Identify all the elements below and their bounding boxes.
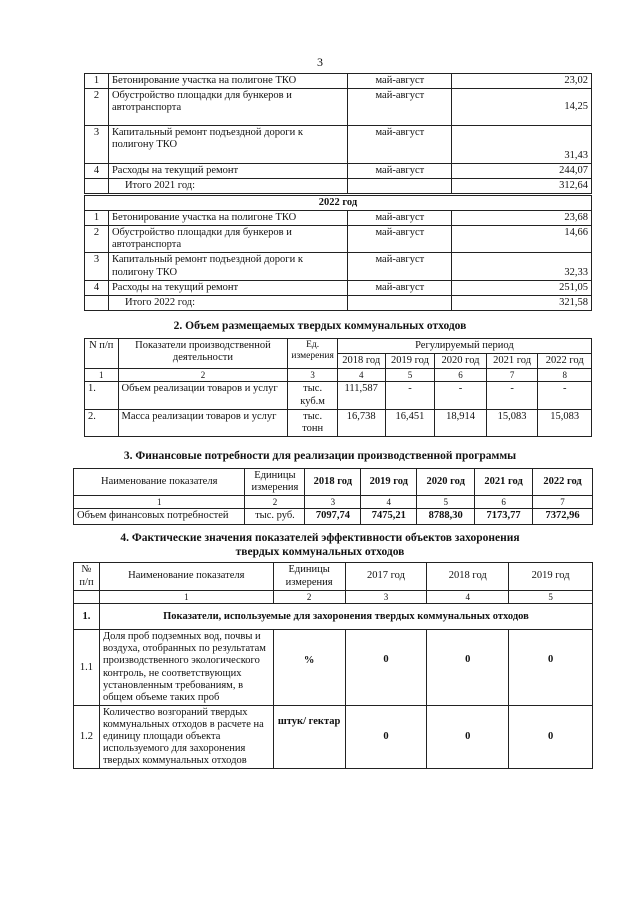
row-number: 1. xyxy=(85,382,119,409)
col-header-year: 2018 год xyxy=(427,563,509,591)
col-header-n: № п/п xyxy=(74,563,100,591)
work-period: май-август xyxy=(348,211,452,226)
work-name: Бетонирование участка на полигоне ТКО xyxy=(108,74,348,89)
total-row xyxy=(85,179,592,195)
column-number: 2 xyxy=(245,496,305,509)
column-number: 7 xyxy=(533,496,593,509)
table-row xyxy=(85,409,592,436)
section-3-title: 3. Финансовые потребности для реализации производственной программы xyxy=(123,450,517,462)
row-number: 2 xyxy=(85,226,109,253)
col-header-year: 2020 год xyxy=(417,469,475,496)
indicator-name: Объем финансовых потребностей xyxy=(74,509,245,524)
table-row xyxy=(85,164,592,179)
group-number: 1. xyxy=(74,604,100,630)
column-number: 8 xyxy=(538,369,592,382)
unit: штук/ гектар xyxy=(273,705,345,768)
group-title: Показатели, используемые для захоронения твердых коммунальных отходов xyxy=(99,604,592,630)
table-row xyxy=(85,211,592,226)
value-cell: 15,083 xyxy=(538,409,592,436)
column-number: 5 xyxy=(417,496,475,509)
row-number: 2. xyxy=(85,409,119,436)
total-label: Итого 2022 год: xyxy=(108,295,348,310)
col-header-year: 2021 год xyxy=(486,354,538,369)
column-number: 4 xyxy=(427,591,509,604)
work-cost: 31,43 xyxy=(452,126,592,164)
waste-volume-table xyxy=(84,338,592,437)
col-header-unit: Ед. измерения xyxy=(288,339,337,369)
column-number: 1 xyxy=(99,591,273,604)
value-cell: 7173,77 xyxy=(475,509,533,524)
work-period: май-август xyxy=(348,74,452,89)
work-period: май-август xyxy=(348,164,452,179)
work-name: Бетонирование участка на полигоне ТКО xyxy=(108,211,348,226)
column-number-row xyxy=(85,369,592,382)
total-value: 321,58 xyxy=(452,295,592,310)
value-cell: 15,083 xyxy=(486,409,538,436)
col-header-year: 2022 год xyxy=(538,354,592,369)
column-number: 1 xyxy=(85,369,119,382)
table-row xyxy=(85,280,592,295)
total-value: 312,64 xyxy=(452,179,592,195)
work-period: май-август xyxy=(348,226,452,253)
total-label: Итого 2021 год: xyxy=(108,179,348,195)
indicator-name: Объем реализации товаров и услуг xyxy=(118,382,288,409)
value-cell: 7475,21 xyxy=(361,509,417,524)
table-row xyxy=(85,89,592,126)
value-cell: - xyxy=(538,382,592,409)
col-header-year: 2019 год xyxy=(509,563,593,591)
work-cost: 32,33 xyxy=(452,253,592,280)
value-cell: 0 xyxy=(427,705,509,768)
row-number: 1.2 xyxy=(74,705,100,768)
row-number: 4 xyxy=(85,280,109,295)
indicator-name: Количество возгораний твердых коммунальных отходов в расчете на единицу площади объекта используемого для захоронения твердых коммунальных отходов xyxy=(99,705,273,768)
column-number: 5 xyxy=(509,591,593,604)
table-row xyxy=(85,126,592,164)
work-name: Обустройство площадки для бункеров и автотранспорта xyxy=(108,226,348,253)
column-number-row xyxy=(74,591,593,604)
table-row xyxy=(74,630,593,705)
table-header-row xyxy=(74,469,593,496)
column-number: 3 xyxy=(345,591,427,604)
table-row xyxy=(85,382,592,409)
work-period: май-август xyxy=(348,126,452,164)
table-row xyxy=(74,509,593,524)
column-number-row xyxy=(74,496,593,509)
col-header-year: 2018 год xyxy=(305,469,361,496)
value-cell: 16,738 xyxy=(337,409,385,436)
section-2-title: 2. Объем размещаемых твердых коммунальных отходов xyxy=(173,320,467,332)
value-cell: 111,587 xyxy=(337,382,385,409)
col-header-period: Регулируемый период xyxy=(337,339,591,354)
indicator-name: Доля проб подземных вод, почвы и воздуха, отобранных по результатам производственного экологического контроль, не соответствующих установленным требованиям, в общем объеме таких проб xyxy=(99,630,273,705)
column-number: 7 xyxy=(486,369,538,382)
table-header-row xyxy=(74,563,593,591)
work-period: май-август xyxy=(348,89,452,126)
column-number: 1 xyxy=(74,496,245,509)
table-row xyxy=(74,705,593,768)
table-row xyxy=(85,226,592,253)
col-header-year: 2017 год xyxy=(345,563,427,591)
financial-needs-table xyxy=(73,468,593,525)
work-cost: 14,25 xyxy=(452,89,592,126)
row-number: 4 xyxy=(85,164,109,179)
work-cost: 251,05 xyxy=(452,280,592,295)
value-cell: 0 xyxy=(509,630,593,705)
col-header-name: Наименование показателя xyxy=(74,469,245,496)
col-header-year: 2019 год xyxy=(361,469,417,496)
column-number: 4 xyxy=(361,496,417,509)
section-4-title: 4. Фактические значения показателей эффективности объектов захоронения твердых коммунальных отходов xyxy=(120,532,520,558)
row-number: 2 xyxy=(85,89,109,126)
column-number: 6 xyxy=(435,369,487,382)
column-number: 3 xyxy=(288,369,337,382)
works-table xyxy=(84,73,592,311)
table-row xyxy=(85,253,592,280)
col-header-unit: Единицы измерения xyxy=(273,563,345,591)
col-header-year: 2020 год xyxy=(435,354,487,369)
column-number: 6 xyxy=(475,496,533,509)
work-cost: 23,02 xyxy=(452,74,592,89)
work-name: Расходы на текущий ремонт xyxy=(108,280,348,295)
value-cell: 18,914 xyxy=(435,409,487,436)
col-header-year: 2022 год xyxy=(533,469,593,496)
table-row xyxy=(85,74,592,89)
column-number: 3 xyxy=(305,496,361,509)
col-header-unit: Единицы измерения xyxy=(245,469,305,496)
unit: тыс. тонн xyxy=(288,409,337,436)
work-name: Капитальный ремонт подъездной дороги к полигону ТКО xyxy=(108,126,348,164)
work-period: май-август xyxy=(348,253,452,280)
work-name: Капитальный ремонт подъездной дороги к полигону ТКО xyxy=(108,253,348,280)
row-number: 1.1 xyxy=(74,630,100,705)
year-heading: 2022 год xyxy=(85,195,592,211)
value-cell: - xyxy=(486,382,538,409)
col-header-year: 2021 год xyxy=(475,469,533,496)
value-cell: 16,451 xyxy=(385,409,435,436)
value-cell: 8788,30 xyxy=(417,509,475,524)
work-period: май-август xyxy=(348,280,452,295)
col-header-indicator: Показатели производственной деятельности xyxy=(118,339,288,369)
col-header-year: 2018 год xyxy=(337,354,385,369)
value-cell: 0 xyxy=(345,705,427,768)
col-header-year: 2019 год xyxy=(385,354,435,369)
value-cell: 0 xyxy=(509,705,593,768)
total-row xyxy=(85,295,592,310)
unit: тыс. руб. xyxy=(245,509,305,524)
work-cost: 14,66 xyxy=(452,226,592,253)
indicator-name: Масса реализации товаров и услуг xyxy=(118,409,288,436)
value-cell: - xyxy=(385,382,435,409)
value-cell: 7097,74 xyxy=(305,509,361,524)
efficiency-table xyxy=(73,562,593,769)
unit: тыс. куб.м xyxy=(288,382,337,409)
work-cost: 244,07 xyxy=(452,164,592,179)
value-cell: 0 xyxy=(427,630,509,705)
col-header-name: Наименование показателя xyxy=(99,563,273,591)
column-number: 2 xyxy=(273,591,345,604)
column-number: 5 xyxy=(385,369,435,382)
column-number: 2 xyxy=(118,369,288,382)
work-name: Расходы на текущий ремонт xyxy=(108,164,348,179)
row-number: 3 xyxy=(85,253,109,280)
col-header-n: N п/п xyxy=(85,339,119,369)
column-number: 4 xyxy=(337,369,385,382)
value-cell: 7372,96 xyxy=(533,509,593,524)
row-number: 1 xyxy=(85,211,109,226)
row-number: 3 xyxy=(85,126,109,164)
group-row xyxy=(74,604,593,630)
row-number: 1 xyxy=(85,74,109,89)
page-number: 3 xyxy=(317,55,323,69)
work-cost: 23,68 xyxy=(452,211,592,226)
value-cell: - xyxy=(435,382,487,409)
work-name: Обустройство площадки для бункеров и автотранспорта xyxy=(108,89,348,126)
table-header-row xyxy=(85,339,592,354)
value-cell: 0 xyxy=(345,630,427,705)
unit: % xyxy=(273,630,345,705)
year-row xyxy=(85,195,592,211)
